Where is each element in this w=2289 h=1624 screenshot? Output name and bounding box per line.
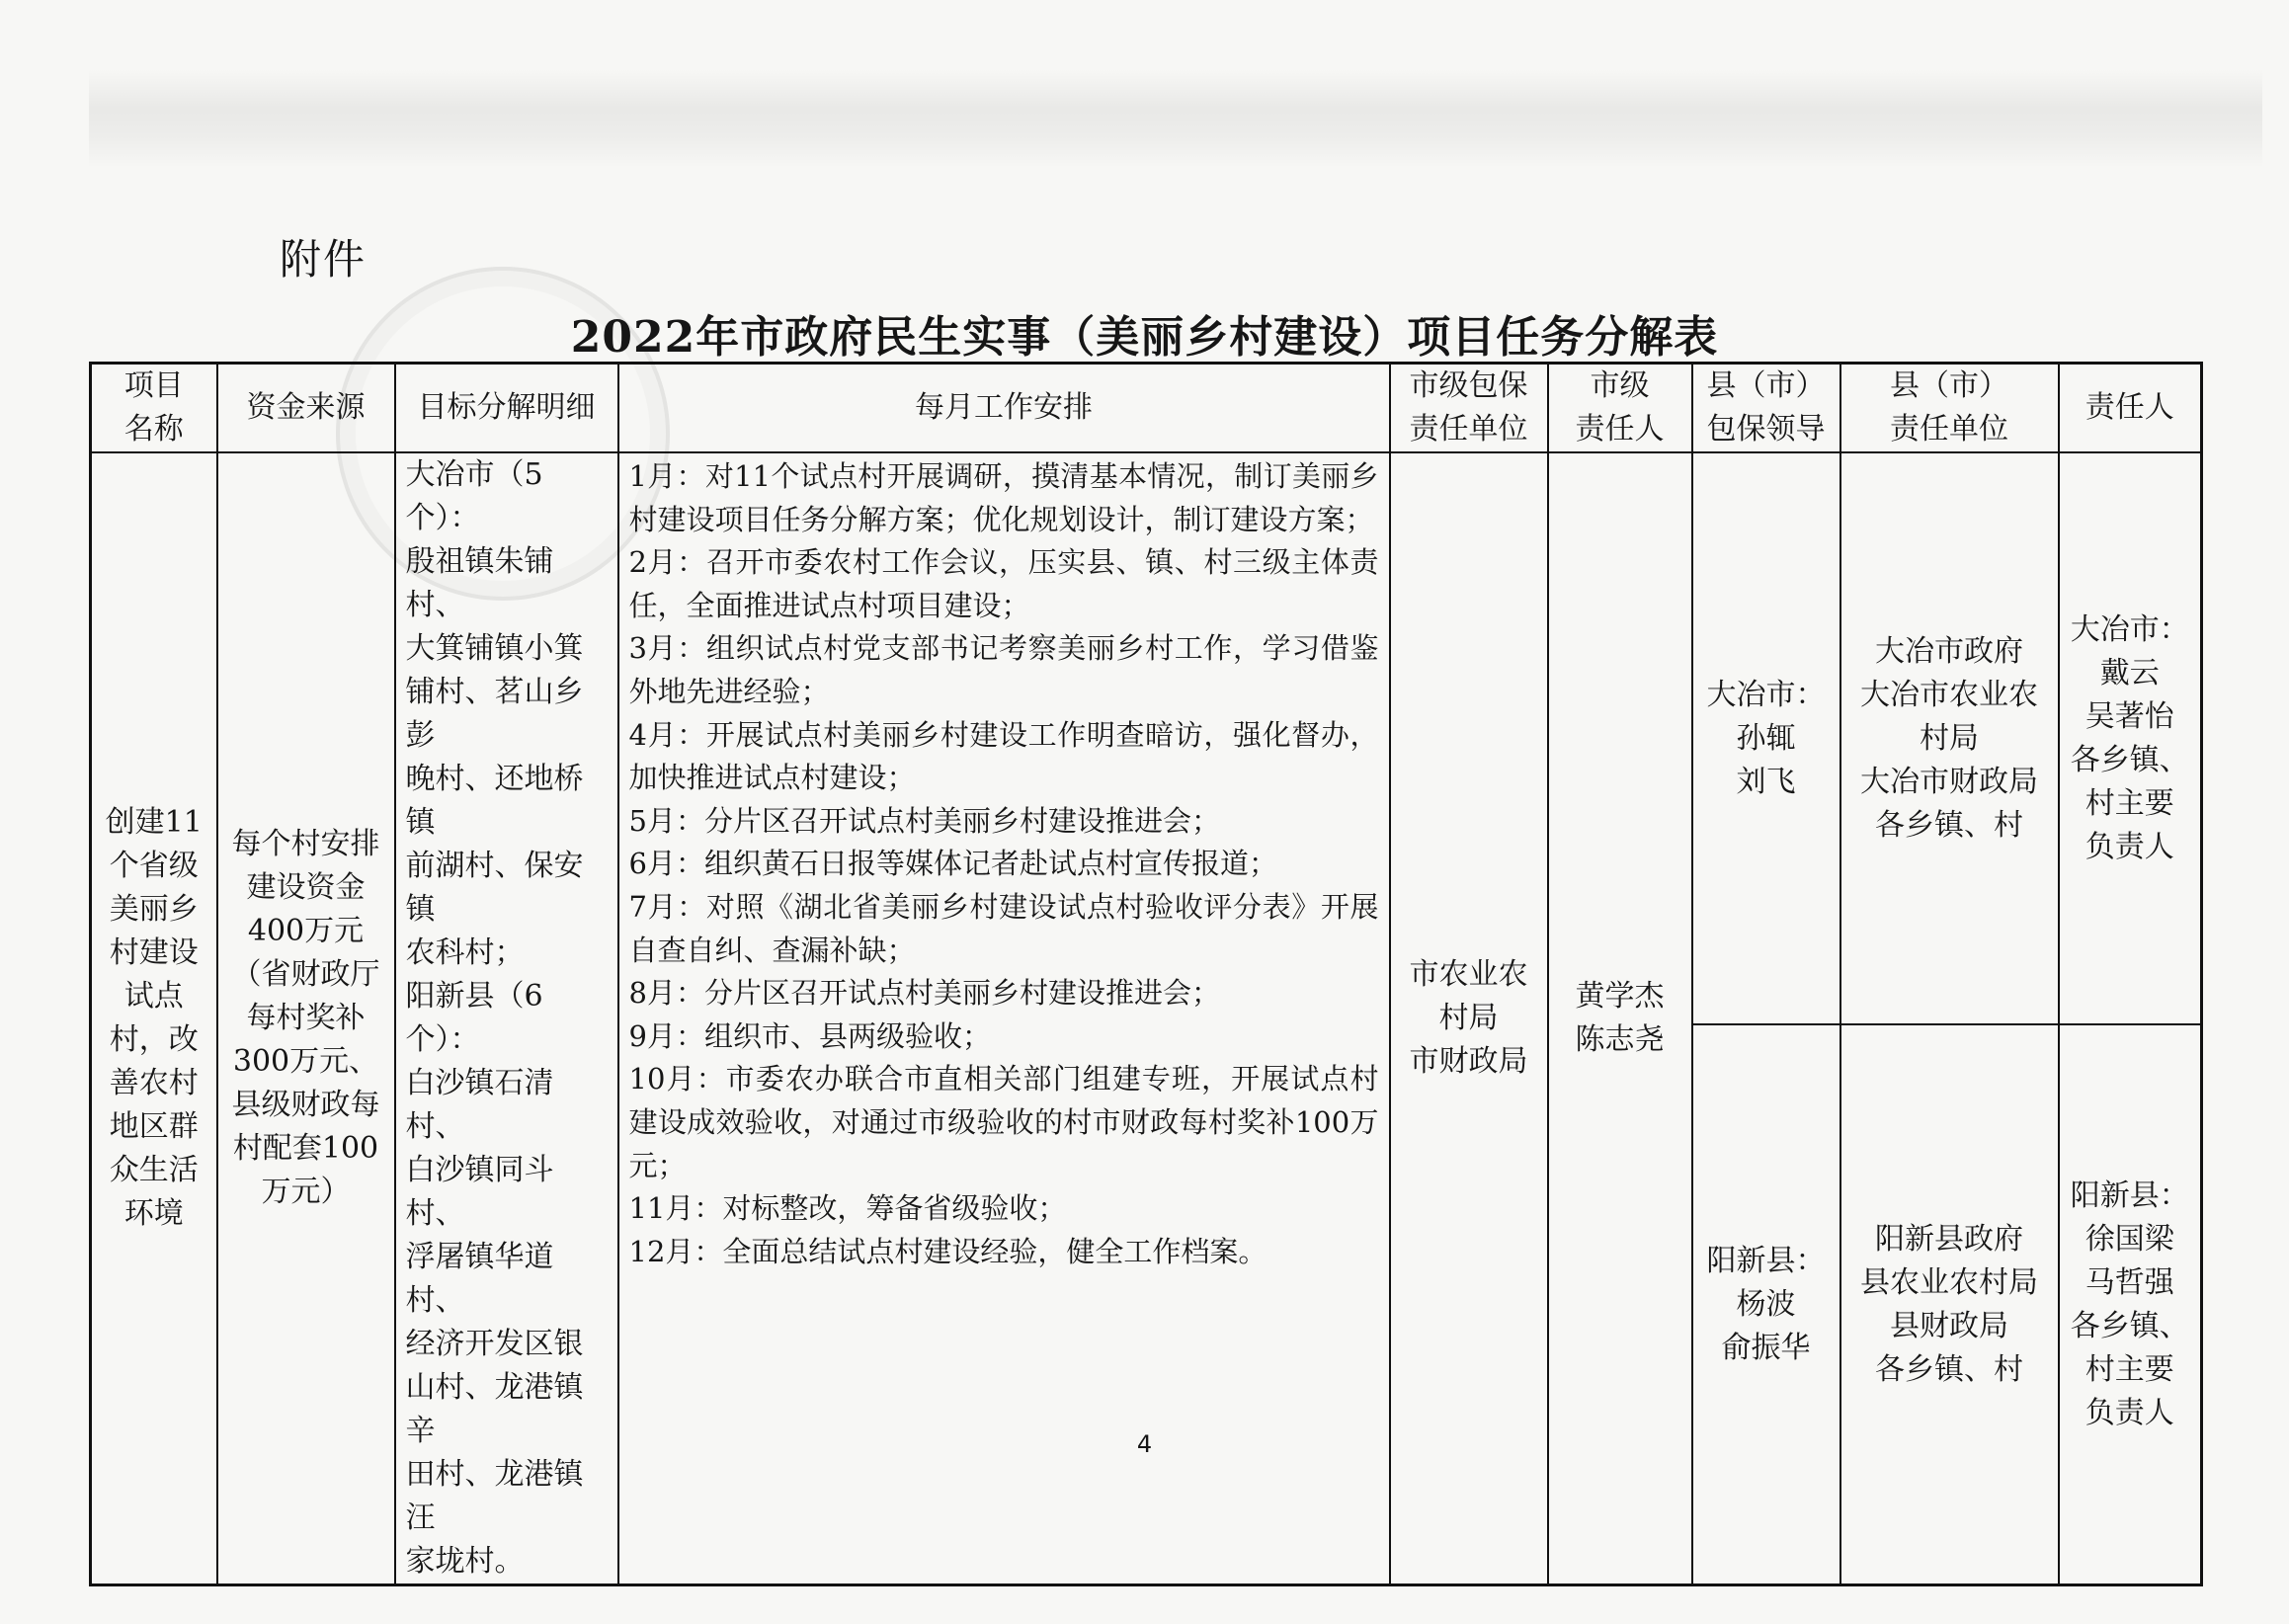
text-line: 市级包保	[1409, 368, 1528, 403]
text-line: 个省级	[109, 849, 199, 883]
text-line: 大冶市财政局	[1860, 764, 2038, 799]
attachment-label: 附件	[280, 235, 368, 284]
document-title: 2022年市政府民生实事（美丽乡村建设）项目任务分解表	[570, 312, 1719, 363]
cell-monthly-plan	[618, 452, 1390, 1585]
text-line: 吴著怡	[2085, 698, 2174, 734]
cell-daye-unit	[1840, 452, 2059, 1024]
header-monthly-plan: 每月工作安排	[618, 364, 1390, 453]
text-line: 名称	[123, 412, 184, 447]
text-line: 县级财政每	[231, 1088, 380, 1122]
text-line: 徐国梁	[2085, 1221, 2174, 1257]
text-line: 村主要	[2085, 785, 2174, 821]
text-line: 包保领导	[1706, 412, 1826, 447]
header-city-unit	[1390, 364, 1548, 453]
text-line: 大箕铺镇小箕	[405, 631, 584, 666]
text-line: 万元）	[261, 1175, 351, 1209]
text-line: 5月：分片区召开试点村美丽乡村建设推进会；	[628, 803, 1220, 838]
text-line: 大冶市：	[2070, 611, 2189, 647]
text-line: 县（市）	[1890, 368, 2008, 403]
header-city-person	[1548, 364, 1692, 453]
text-line: 责任单位	[1409, 412, 1528, 447]
text-line: 孙辄	[1736, 720, 1796, 756]
header-fund-source: 资金来源	[217, 364, 395, 453]
text-line: 每个村安排	[231, 827, 380, 861]
text-line: 负责人	[2085, 829, 2174, 864]
text-line: 阳新县（6个）：	[405, 979, 543, 1057]
header-county-leader	[1692, 364, 1840, 453]
text-line: 各乡镇、村	[1875, 1351, 2023, 1387]
text-line: 试点	[123, 979, 184, 1014]
text-line: （省财政厅	[231, 957, 380, 992]
text-line: 大冶市农业农	[1860, 677, 2038, 712]
cell-yangxin-leader	[1692, 1024, 1840, 1584]
text-line: 大冶市（5个）：	[405, 457, 543, 535]
text-line: 阳新县政府	[1875, 1221, 2023, 1257]
text-line: 4月：开展试点村美丽乡村建设工作明查暗访，强化督办，加快推进试点村建设；	[628, 717, 1379, 795]
text-line: 刘飞	[1736, 764, 1796, 799]
text-line: 2月：召开市委农村工作会议，压实县、镇、村三级主体责任，全面推进试点村项目建设；	[628, 545, 1379, 622]
header-responsible: 责任人	[2059, 364, 2202, 453]
cell-daye-responsible	[2059, 452, 2202, 1024]
page-number: 4	[1136, 1430, 1153, 1458]
text-line: 阳新县：	[1706, 1243, 1826, 1278]
text-line: 每村奖补	[246, 1001, 366, 1035]
header-project-name	[91, 364, 217, 453]
header-county-unit	[1840, 364, 2059, 453]
text-line: 12月：全面总结试点村建设经验，健全工作档案。	[628, 1234, 1267, 1268]
text-line: 山村、龙港镇辛	[405, 1370, 584, 1448]
text-line: 晚村、还地桥镇	[405, 762, 584, 840]
text-line: 环境	[123, 1196, 184, 1231]
cell-yangxin-responsible	[2059, 1024, 2202, 1584]
text-line: 浮屠镇华道村、	[405, 1240, 554, 1318]
text-line: 8月：分片区召开试点村美丽乡村建设推进会；	[628, 976, 1220, 1011]
text-line: 前湖村、保安镇	[405, 849, 584, 927]
cell-fund-source	[217, 452, 395, 1585]
text-line: 项目	[123, 368, 184, 403]
text-line: 大冶市：	[1706, 677, 1826, 712]
text-line: 市级	[1590, 368, 1650, 403]
text-line: 各乡镇、	[2070, 1308, 2189, 1343]
cell-yangxin-unit	[1840, 1024, 2059, 1584]
scan-shadow-band	[89, 69, 2262, 168]
text-line: 铺村、茗山乡彭	[405, 675, 584, 753]
text-line: 400万元	[247, 914, 365, 948]
text-line: 白沙镇石清村、	[405, 1066, 554, 1144]
task-breakdown-table	[89, 362, 2203, 1586]
text-line: 县农业农村局	[1860, 1264, 2038, 1300]
text-line: 经济开发区银	[405, 1327, 584, 1361]
text-line: 创建11	[105, 805, 203, 840]
text-line: 众生活	[109, 1153, 199, 1187]
cell-daye-leader	[1692, 452, 1840, 1024]
text-line: 大冶市政府	[1875, 633, 2023, 669]
text-line: 马哲强	[2085, 1264, 2174, 1300]
text-line: 戴云	[2099, 655, 2160, 690]
text-line: 杨波	[1736, 1286, 1796, 1322]
text-line: 建设资金	[246, 870, 366, 905]
text-line: 陈志尧	[1575, 1022, 1665, 1057]
text-line: 村建设	[109, 935, 199, 970]
text-line: 善农村	[109, 1066, 199, 1100]
text-line: 6月：组织黄石日报等媒体记者赴试点村宣传报道；	[628, 847, 1277, 881]
text-line: 负责人	[2085, 1395, 2174, 1430]
text-line: 俞振华	[1721, 1330, 1811, 1365]
text-line: 300万元、	[232, 1044, 379, 1079]
text-line: 县财政局	[1890, 1308, 2008, 1343]
text-line: 田村、龙港镇汪	[405, 1457, 584, 1535]
text-line: 殷祖镇朱铺村、	[405, 544, 554, 622]
header-row	[91, 364, 2202, 453]
text-line: 各乡镇、村	[1875, 807, 2023, 843]
text-line: 阳新县：	[2070, 1177, 2189, 1213]
text-line: 责任单位	[1890, 412, 2008, 447]
text-line: 白沙镇同斗村、	[405, 1153, 554, 1231]
cell-project-name	[91, 452, 217, 1585]
text-line: 责任人	[1575, 412, 1665, 447]
text-line: 地区群	[109, 1109, 199, 1144]
text-line: 村主要	[2085, 1351, 2174, 1387]
cell-target-breakdown	[395, 452, 618, 1585]
text-line: 村局	[1438, 1001, 1499, 1035]
text-line: 村，改	[109, 1022, 199, 1057]
text-line: 市财政局	[1409, 1044, 1528, 1079]
text-line: 1月：对11个试点村开展调研，摸清基本情况，制订美丽乡村建设项目任务分解方案；优化规划设计，制订建设方案；	[628, 459, 1379, 536]
cell-city-person	[1548, 452, 1692, 1585]
text-line: 农科村；	[405, 935, 525, 970]
text-line: 村局	[1920, 720, 1979, 756]
text-line: 7月：对照《湖北省美丽乡村建设试点村验收评分表》开展自查自纠、查漏补缺；	[628, 889, 1379, 967]
table-row	[91, 452, 2202, 1024]
text-line: 10月：市委农办联合市直相关部门组建专班，开展试点村建设成效验收，对通过市级验收的村市财政每村奖补100万元；	[628, 1062, 1379, 1182]
text-line: 家垅村。	[405, 1544, 525, 1579]
text-line: 县（市）	[1706, 368, 1826, 403]
text-line: 村配套100	[232, 1131, 379, 1166]
text-line: 3月：组织试点村党支部书记考察美丽乡村工作，学习借鉴外地先进经验；	[628, 631, 1379, 708]
text-line: 美丽乡	[109, 892, 199, 927]
cell-city-unit	[1390, 452, 1548, 1585]
text-line: 市农业农	[1409, 957, 1528, 992]
text-line: 各乡镇、	[2070, 742, 2189, 777]
text-line: 黄学杰	[1575, 979, 1665, 1014]
header-target-breakdown: 目标分解明细	[395, 364, 618, 453]
text-line: 9月：组织市、县两级验收；	[628, 1018, 991, 1053]
text-line: 11月：对标整改，筹备省级验收；	[628, 1191, 1067, 1226]
